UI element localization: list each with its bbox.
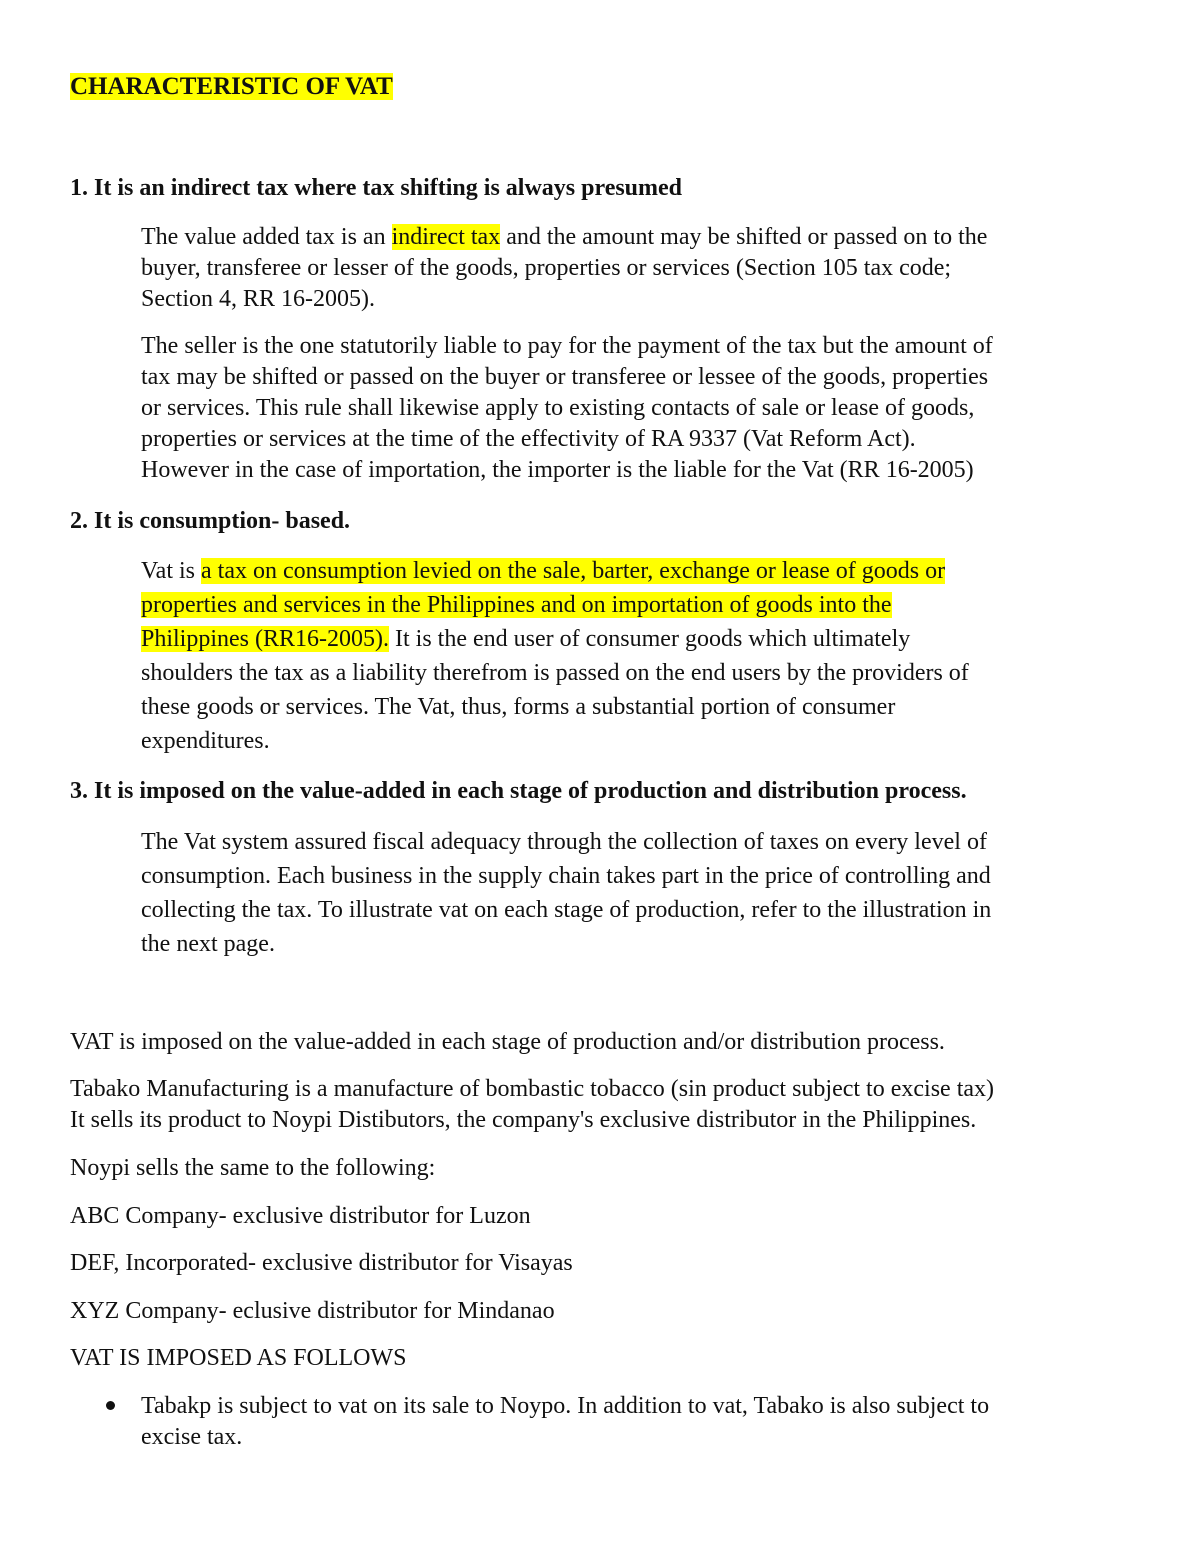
- paragraph-line: shoulders the tax as a liability therefrom is passed on the end users by the providers of: [141, 660, 969, 686]
- paragraph-line: the next page.: [141, 931, 275, 957]
- paragraph-line: It sells its product to Noypi Distibutors, the company's exclusive distributor in the Philippines.: [70, 1107, 977, 1133]
- text-run: and the amount may be shifted or passed on to the: [500, 224, 988, 250]
- section-1-paragraph-1: [141, 222, 1131, 315]
- paragraph-line: The Vat system assured fiscal adequacy through the collection of taxes on every level of: [141, 829, 987, 855]
- tabako-paragraph: [70, 1074, 994, 1136]
- bullet-icon: [106, 1401, 115, 1410]
- text-run: The value added tax is an: [141, 224, 392, 250]
- title-highlight: CHARACTERISTIC OF VAT: [70, 73, 393, 100]
- noypi-text: Noypi sells the same to the following:: [70, 1155, 436, 1181]
- highlighted-text: Philippines (RR16-2005).: [141, 626, 390, 652]
- section-1-heading: 1. It is an indirect tax where tax shifting is always presumed: [70, 175, 683, 201]
- section-2-heading: 2. It is consumption- based.: [70, 508, 351, 534]
- highlighted-text: indirect tax: [391, 224, 501, 250]
- section-3-heading: 3. It is imposed on the value-added in each stage of production and distribution process.: [70, 778, 967, 804]
- imposed-heading-text: VAT IS IMPOSED AS FOLLOWS: [70, 1345, 407, 1371]
- section-3-paragraph-1: [141, 825, 1131, 961]
- bullet-text: [141, 1391, 1141, 1453]
- paragraph-line: [141, 588, 1131, 622]
- paragraph-line: Tabakp is subject to vat on its sale to Noypo. In addition to vat, Tabako is also subject to: [141, 1393, 990, 1419]
- paragraph-line: tax may be shifted or passed on the buyer or transferee or lessee of the goods, properties: [141, 364, 989, 390]
- paragraph-line: excise tax.: [141, 1424, 243, 1450]
- highlighted-text: properties and services in the Philippines and on importation of goods into the: [141, 592, 892, 618]
- paragraph-line: or services. This rule shall likewise apply to existing contacts of sale or lease of goods,: [141, 395, 975, 421]
- def-text: DEF, Incorporated- exclusive distributor for Visayas: [70, 1250, 573, 1276]
- abc-text: ABC Company- exclusive distributor for Luzon: [70, 1203, 531, 1229]
- highlighted-text: a tax on consumption levied on the sale, barter, exchange or lease of goods or: [201, 558, 946, 584]
- paragraph-line: buyer, transferee or lesser of the goods, properties or services (Section 105 tax code;: [141, 255, 952, 281]
- paragraph-line: However in the case of importation, the importer is the liable for the Vat (RR 16-2005): [141, 457, 974, 483]
- section-1-paragraph-2: [141, 331, 1131, 486]
- text-run: It is the end user of consumer goods which ultimately: [389, 626, 911, 652]
- paragraph-line: properties or services at the time of the effectivity of RA 9337 (Vat Reform Act).: [141, 426, 916, 452]
- paragraph-line: these goods or services. The Vat, thus, forms a substantial portion of consumer: [141, 694, 896, 720]
- paragraph-line: The seller is the one statutorily liable to pay for the payment of the tax but the amount of: [141, 333, 993, 359]
- paragraph-line: [141, 222, 1131, 253]
- xyz-text: XYZ Company- eclusive distributor for Mindanao: [70, 1298, 555, 1324]
- document-title: [70, 71, 393, 103]
- section-2-paragraph-1: [141, 554, 1131, 758]
- paragraph-line: consumption. Each business in the supply chain takes part in the price of controlling and: [141, 863, 991, 889]
- paragraph-line: [141, 554, 1131, 588]
- vat-intro-text: VAT is imposed on the value-added in each stage of production and/or distribution process.: [70, 1029, 945, 1055]
- paragraph-line: Section 4, RR 16-2005).: [141, 286, 375, 312]
- paragraph-line: collecting the tax. To illustrate vat on each stage of production, refer to the illustration in: [141, 897, 992, 923]
- paragraph-line: Tabako Manufacturing is a manufacture of bombastic tobacco (sin product subject to excise tax): [70, 1076, 994, 1102]
- text-run: Vat is: [141, 558, 201, 584]
- paragraph-line: expenditures.: [141, 728, 270, 754]
- paragraph-line: [141, 622, 1131, 656]
